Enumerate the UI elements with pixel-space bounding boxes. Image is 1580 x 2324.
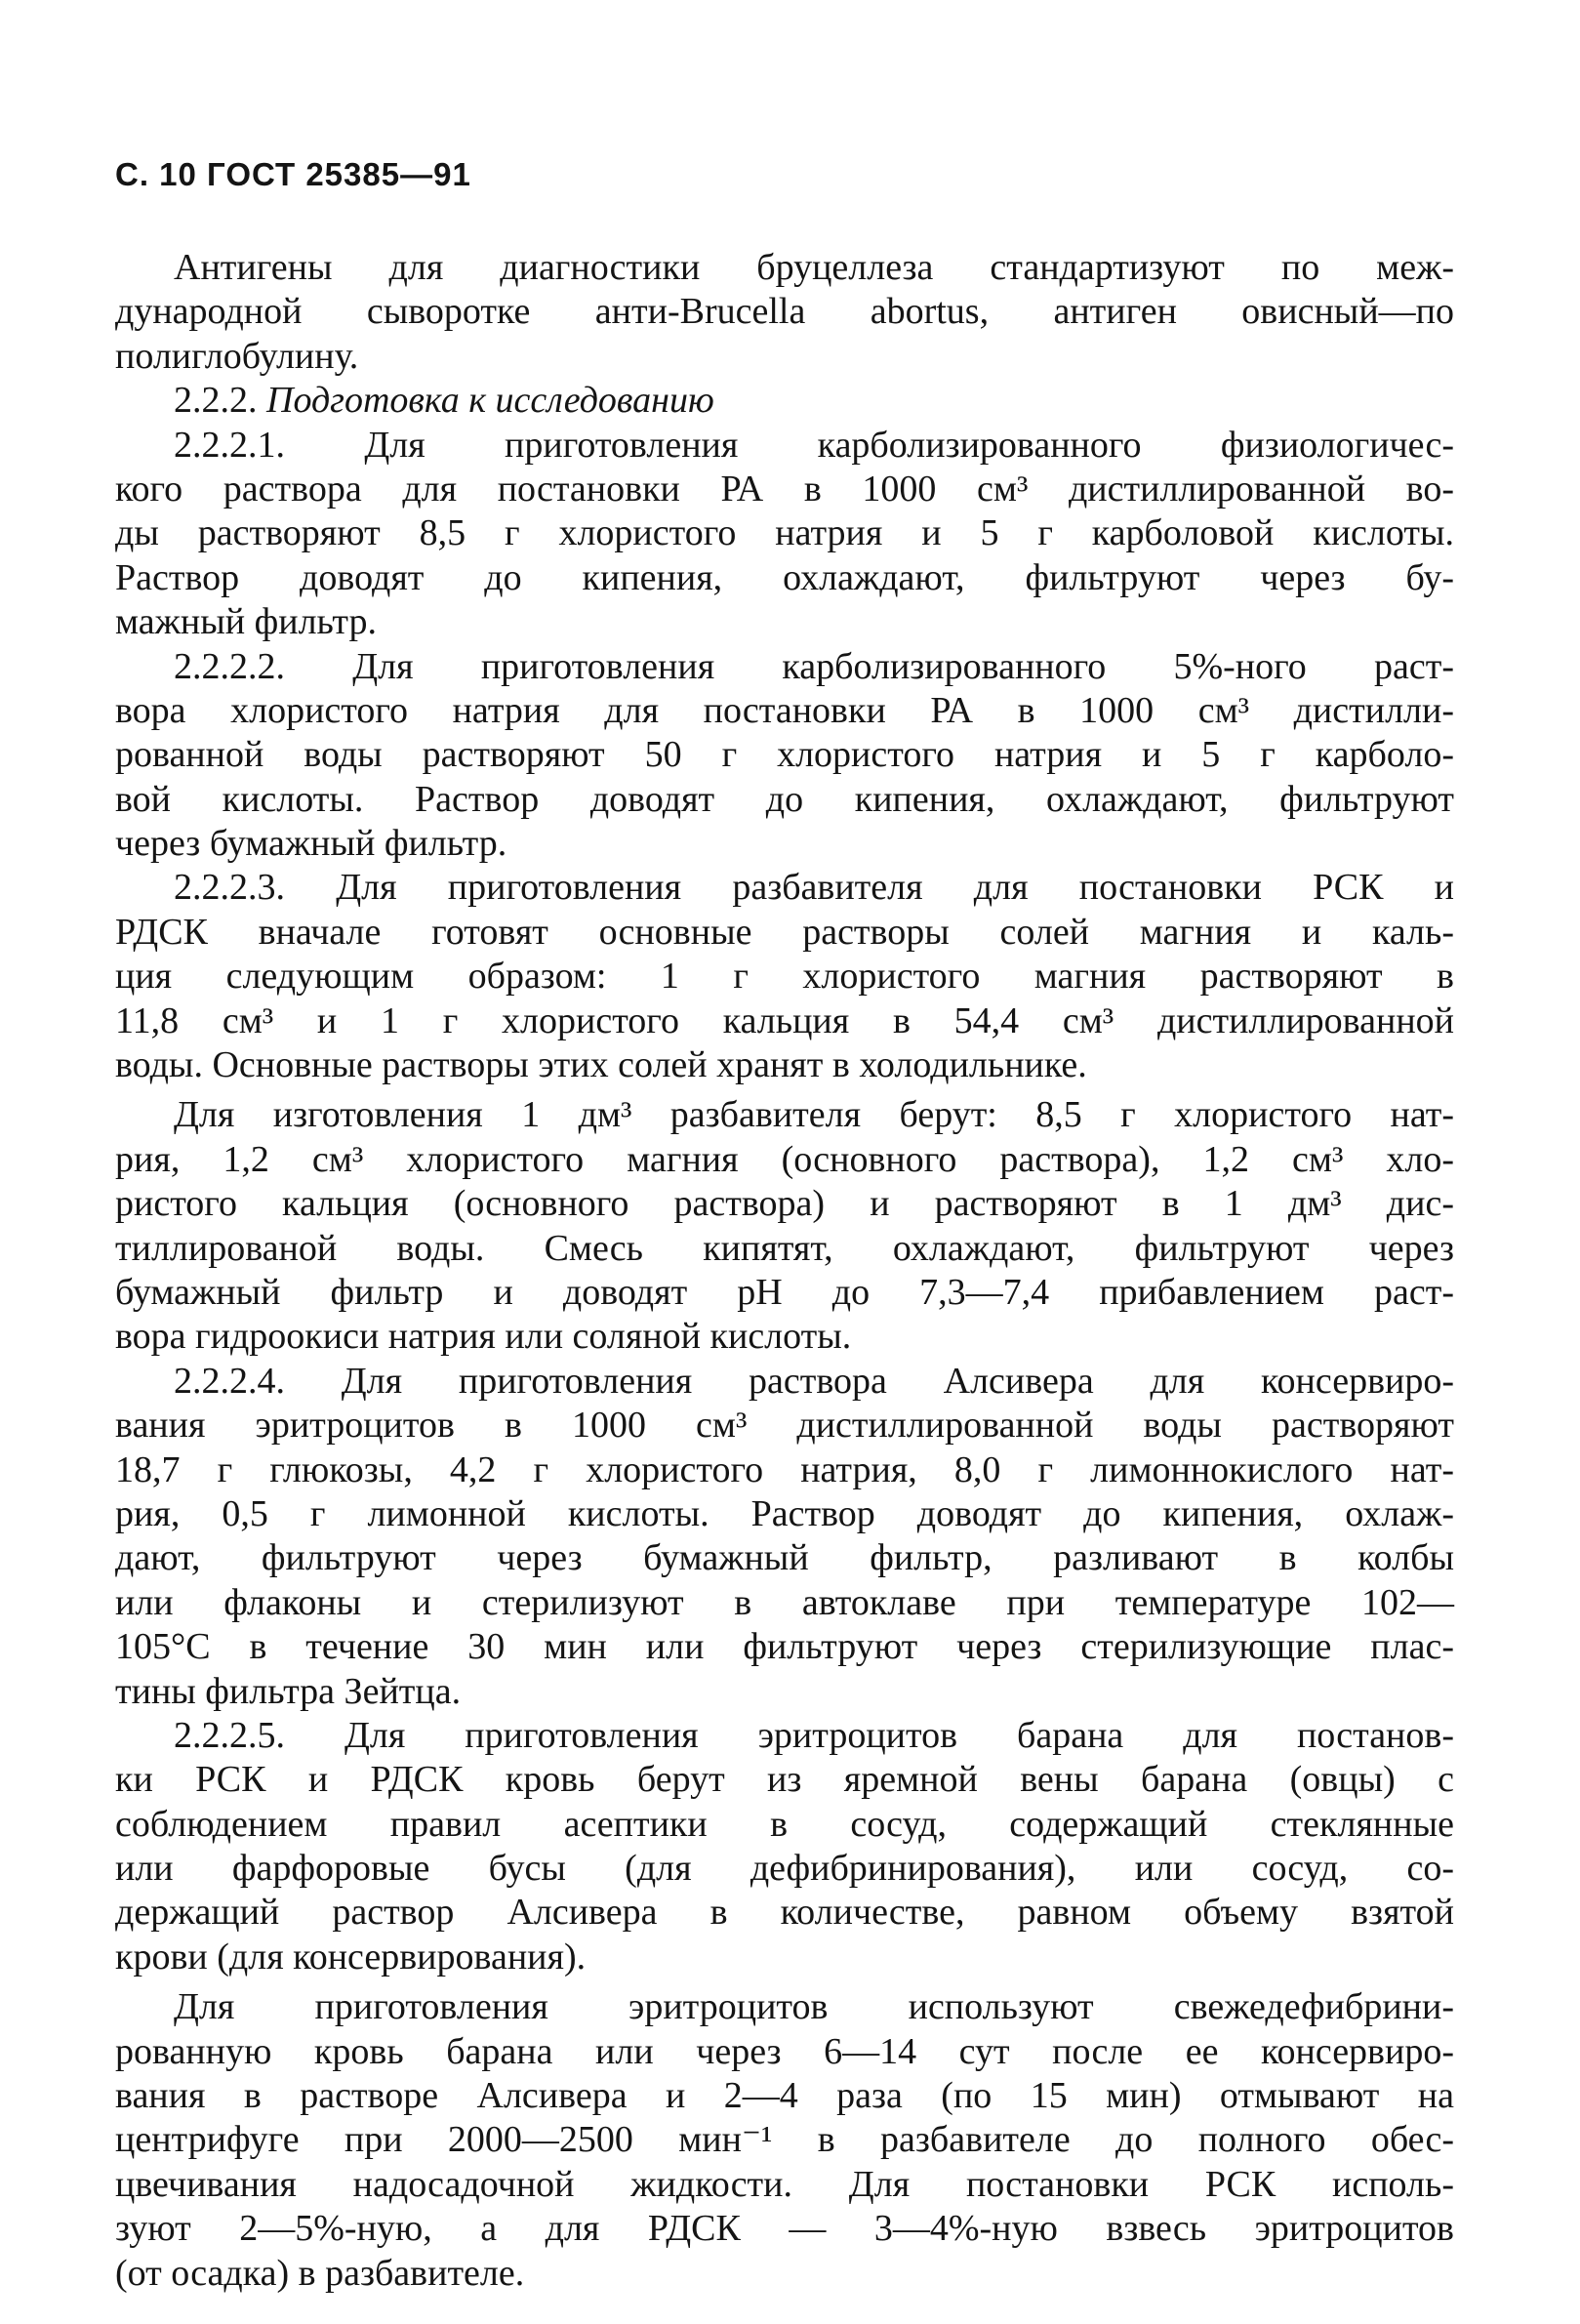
text-line: вой кислоты. Раствор доводят до кипения, охлаждают, фильтруют xyxy=(115,778,1454,820)
text-line: 2.2.2.5. Для приготовления эритроцитов барана для постанов- xyxy=(174,1714,1454,1756)
text-line: полиглобулину. xyxy=(115,335,359,377)
text-line: крови (для консервирования). xyxy=(115,1936,587,1977)
text-line: дународной сыворотке анти-Brucella abortus, антиген овисный—по xyxy=(115,291,1454,333)
text-line: бумажный фильтр и доводят pH до 7,3—7,4 прибавлением раст- xyxy=(115,1271,1454,1313)
text-line: РДСК вначале готовят основные растворы солей магния и каль- xyxy=(115,911,1454,953)
text-line: тины фильтра Зейтца. xyxy=(115,1670,462,1712)
text-line: ция следующим образом: 1 г хлористого магния растворяют в xyxy=(115,956,1454,998)
text-line: вания в растворе Алсивера и 2—4 раза (по 15 мин) отмывают на xyxy=(115,2075,1454,2117)
text-line: или флаконы и стерилизуют в автоклаве при температуре 102— xyxy=(115,1581,1454,1623)
page-header: С. 10 ГОСТ 25385—91 xyxy=(115,156,471,192)
text-line: Для изготовления 1 дм³ разбавителя берут: 8,5 г хлористого нат- xyxy=(174,1094,1454,1136)
text-line: кого раствора для постановки РА в 1000 см³ дистиллированной во- xyxy=(115,468,1454,510)
text-line: или фарфоровые бусы (для дефибринирования), или сосуд, со- xyxy=(115,1848,1454,1890)
section-title: Подготовка к исследованию xyxy=(257,380,714,422)
text-line: соблюдением правил асептики в сосуд, содержащий стеклянные xyxy=(115,1803,1454,1845)
text-line: 2.2.2.3. Для приготовления разбавителя для постановки РСК и xyxy=(174,867,1454,909)
text-line: зуют 2—5%-ную, а для РДСК — 3—4%-ную взвесь эритроцитов xyxy=(115,2208,1454,2250)
text-line: через бумажный фильтр. xyxy=(115,823,507,865)
text-line: вания эритроцитов в 1000 см³ дистиллированной воды растворяют xyxy=(115,1405,1454,1447)
text-line: 11,8 см³ и 1 г хлористого кальция в 54,4 см³ дистиллированной xyxy=(115,999,1454,1041)
text-line: мажный фильтр. xyxy=(115,601,377,643)
text-line: 18,7 г глюкозы, 4,2 г хлористого натрия, 8,0 г лимоннокислого нат- xyxy=(115,1448,1454,1490)
text-line: центрифуге при 2000—2500 мин⁻¹ в разбавителе до полного обес- xyxy=(115,2119,1454,2161)
text-line: ристого кальция (основного раствора) и растворяют в 1 дм³ дис- xyxy=(115,1183,1454,1225)
text-line: воды. Основные растворы этих солей хранят в холодильнике. xyxy=(115,1044,1087,1086)
text-line: тиллированой воды. Смесь кипятят, охлаждают, фильтруют через xyxy=(115,1227,1454,1269)
section-heading xyxy=(115,379,1454,423)
text-line: дают, фильтруют через бумажный фильтр, разливают в колбы xyxy=(115,1537,1454,1579)
text-line: ки РСК и РДСК кровь берут из яремной вены барана (овцы) с xyxy=(115,1759,1454,1801)
text-line: ды растворяют 8,5 г хлористого натрия и 5 г карболовой кислоты. xyxy=(115,512,1454,554)
text-line: вора хлористого натрия для постановки РА в 1000 см³ дистилли- xyxy=(115,689,1454,731)
text-line: 2.2.2.1. Для приготовления карболизированного физиологичес- xyxy=(174,424,1454,466)
text-line: рия, 0,5 г лимонной кислоты. Раствор доводят до кипения, охлаж- xyxy=(115,1492,1454,1534)
text-line: 105°С в течение 30 мин или фильтруют через стерилизующие плас- xyxy=(115,1626,1454,1668)
text-line: 2.2.2.4. Для приготовления раствора Алсивера для консервиро- xyxy=(174,1360,1454,1402)
text-line: 2.2.2.2. Для приготовления карболизированного 5%-ного раст- xyxy=(174,645,1454,687)
text-line: рия, 1,2 см³ хлористого магния (основного раствора), 1,2 см³ хло- xyxy=(115,1138,1454,1180)
text-line: держащий раствор Алсивера в количестве, равном объему взятой xyxy=(115,1892,1454,1934)
text-line: Антигены для диагностики бруцеллеза стандартизуют по меж- xyxy=(174,247,1454,288)
text-line: цвечивания надосадочной жидкости. Для постановки РСК исполь- xyxy=(115,2163,1454,2205)
text-line: рованной воды растворяют 50 г хлористого натрия и 5 г карболо- xyxy=(115,734,1454,776)
text-line: Для приготовления эритроцитов используют свежедефибрини- xyxy=(174,1986,1454,2028)
text-line: (от осадка) в разбавителе. xyxy=(115,2252,525,2294)
document-body xyxy=(115,246,1454,2296)
text-line: вора гидроокиси натрия или соляной кислоты. xyxy=(115,1316,852,1358)
text-line: рованную кровь барана или через 6—14 сут после ее консервиро- xyxy=(115,2030,1454,2072)
text-line: Раствор доводят до кипения, охлаждают, фильтруют через бу- xyxy=(115,556,1454,598)
section-number: 2.2.2. xyxy=(174,380,258,422)
